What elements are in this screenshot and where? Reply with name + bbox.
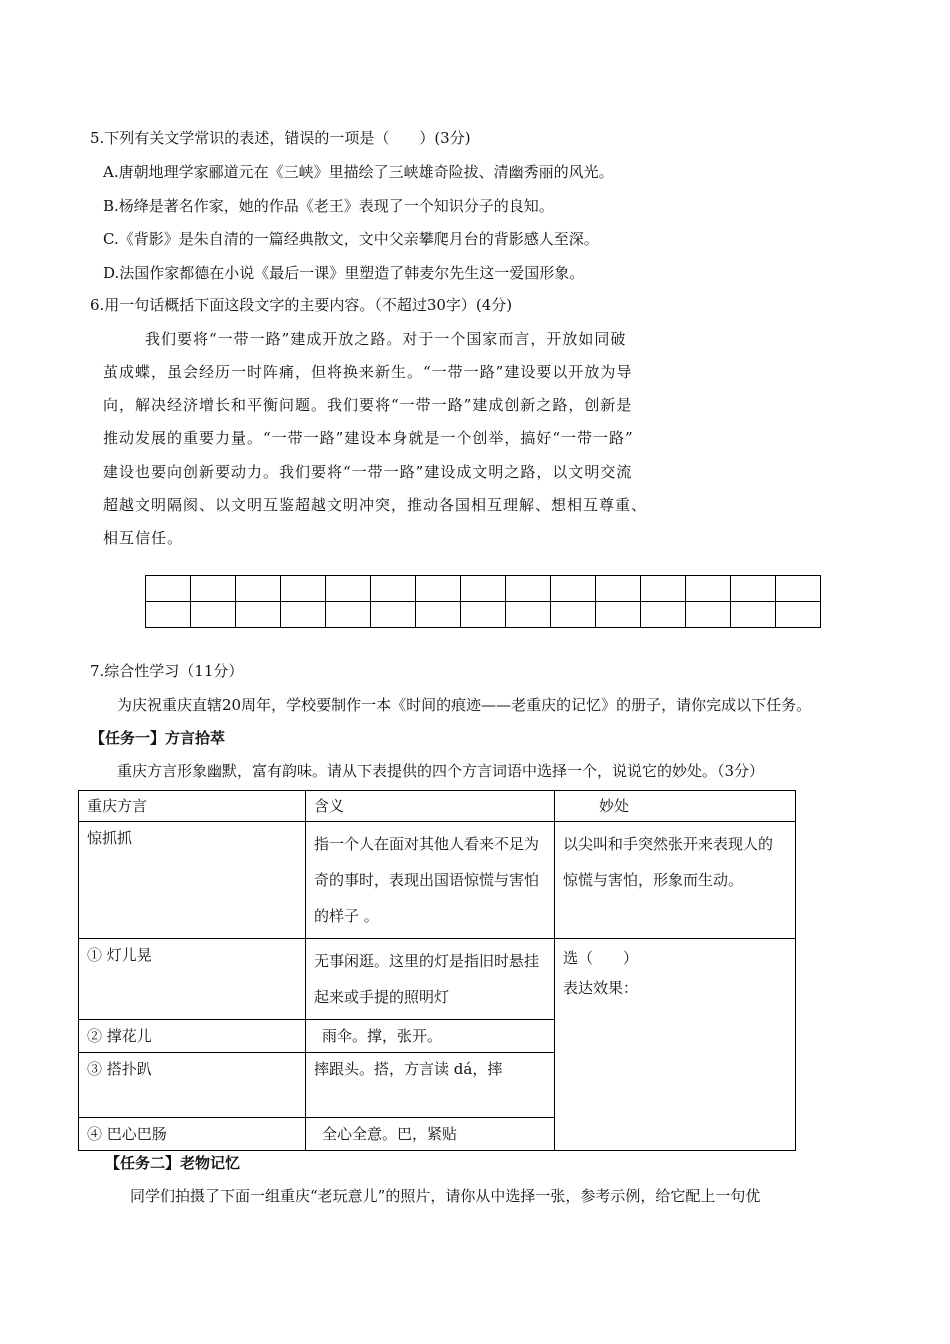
answer-effect-label: 表达效果：	[563, 979, 639, 997]
answer-cell[interactable]	[776, 602, 821, 628]
answer-cell[interactable]	[371, 602, 416, 628]
dialect-meaning: 全心全意。巴，紧贴	[306, 1118, 555, 1151]
answer-grid-row	[146, 576, 821, 602]
header-cell: 含义	[306, 791, 555, 822]
dialect-meaning: 摔跟头。搭，方言读 dá，摔	[306, 1053, 555, 1118]
answer-cell[interactable]	[731, 602, 776, 628]
answer-select: 选（ ）	[563, 949, 639, 967]
header-cell: 妙处	[555, 791, 796, 822]
q6-stem: 6.用一句话概括下面这段文字的主要内容。（不超过30字）(4分)	[90, 296, 513, 314]
answer-cell[interactable]	[236, 602, 281, 628]
answer-cell[interactable]	[416, 576, 461, 602]
dialect-meaning: 无事闲逛。这里的灯是指旧时悬挂起来或手提的照明灯	[306, 939, 555, 1020]
q5-option-c: C.《背影》是朱自清的一篇经典散文，文中父亲攀爬月台的背影感人至深。	[103, 230, 599, 248]
table-row	[79, 939, 796, 1020]
answer-cell[interactable]	[686, 602, 731, 628]
dialect-meaning: 指一个人在面对其他人看来不足为奇的事时，表现出国语惊慌与害怕的样子 。	[306, 822, 555, 939]
answer-grid[interactable]	[145, 575, 821, 628]
header-cell: 重庆方言	[79, 791, 306, 822]
answer-cell[interactable]	[461, 602, 506, 628]
answer-cell[interactable]	[326, 576, 371, 602]
answer-cell[interactable]	[686, 576, 731, 602]
answer-cell[interactable]	[641, 576, 686, 602]
task1-instruction: 重庆方言形象幽默，富有韵味。请从下表提供的四个方言词语中选择一个，说说它的妙处。（3分）	[117, 762, 765, 780]
answer-cell[interactable]	[236, 576, 281, 602]
q5-option-a: A.唐朝地理学家郦道元在《三峡》里描绘了三峡雄奇险拔、清幽秀丽的风光。	[103, 163, 614, 181]
answer-cell[interactable]	[731, 576, 776, 602]
dialect-word: 惊抓抓	[79, 822, 306, 939]
answer-cell[interactable]	[596, 602, 641, 628]
q7-stem: 7.综合性学习（11分）	[90, 662, 244, 680]
dialect-word: ③ 搭扑趴	[79, 1053, 306, 1118]
q6-passage-line: 超越文明隔阂、以文明互鉴超越文明冲突，推动各国相互理解、想相互尊重、	[103, 496, 648, 514]
q6-passage-line: 我们要将“一带一路”建成开放之路。对于一个国家而言，开放如同破	[145, 330, 627, 348]
answer-cell[interactable]	[146, 576, 191, 602]
answer-cell[interactable]	[551, 602, 596, 628]
answer-cell[interactable]	[281, 576, 326, 602]
q7-intro: 为庆祝重庆直辖20周年，学校要制作一本《时间的痕迹——老重庆的记忆》的册子，请你完成以下任务。	[117, 696, 812, 714]
answer-grid-row	[146, 602, 821, 628]
dialect-word: ④ 巴心巴肠	[79, 1118, 306, 1151]
answer-cell[interactable]	[371, 576, 416, 602]
answer-cell[interactable]	[776, 576, 821, 602]
q5-stem: 5.下列有关文学常识的表述，错误的一项是（ ）(3分)	[90, 129, 471, 147]
answer-cell[interactable]	[281, 602, 326, 628]
answer-cell[interactable]	[551, 576, 596, 602]
dialect-effect: 以尖叫和手突然张开来表现人的惊慌与害怕，形象而生动。	[555, 822, 796, 939]
answer-cell[interactable]	[555, 939, 796, 1151]
dialect-meaning: 雨伞。撑，张开。	[306, 1020, 555, 1053]
answer-cell[interactable]	[191, 576, 236, 602]
table-row	[79, 822, 796, 939]
q6-passage-line: 推动发展的重要力量。“一带一路”建设本身就是一个创举，搞好“一带一路”	[103, 429, 634, 447]
dialect-table-header	[79, 791, 796, 822]
q6-passage-line: 建设也要向创新要动力。我们要将“一带一路”建设成文明之路，以文明交流	[103, 463, 633, 481]
dialect-word: ② 撑花儿	[79, 1020, 306, 1053]
task2-instruction: 同学们拍摄了下面一组重庆“老玩意儿”的照片，请你从中选择一张，参考示例，给它配上一句优	[130, 1187, 761, 1205]
answer-cell[interactable]	[461, 576, 506, 602]
answer-cell[interactable]	[146, 602, 191, 628]
q5-option-b: B.杨绛是著名作家，她的作品《老王》表现了一个知识分子的良知。	[103, 197, 554, 215]
q6-passage-line: 向，解决经济增长和平衡问题。我们要将“一带一路”建成创新之路，创新是	[103, 396, 633, 414]
dialect-word: ① 灯儿晃	[79, 939, 306, 1020]
task1-title: 【任务一】方言拾萃	[90, 729, 226, 747]
answer-cell[interactable]	[506, 602, 551, 628]
q6-passage-line: 相互信任。	[103, 529, 184, 547]
dialect-table	[78, 790, 796, 1151]
q5-option-d: D.法国作家都德在小说《最后一课》里塑造了韩麦尔先生这一爱国形象。	[103, 264, 585, 282]
task2-title: 【任务二】老物记忆	[105, 1154, 241, 1172]
answer-cell[interactable]	[191, 602, 236, 628]
answer-cell[interactable]	[641, 602, 686, 628]
answer-cell[interactable]	[416, 602, 461, 628]
answer-cell[interactable]	[326, 602, 371, 628]
answer-cell[interactable]	[506, 576, 551, 602]
q6-passage-line: 茧成蝶，虽会经历一时阵痛，但将换来新生。“一带一路”建设要以开放为导	[103, 363, 633, 381]
answer-cell[interactable]	[596, 576, 641, 602]
